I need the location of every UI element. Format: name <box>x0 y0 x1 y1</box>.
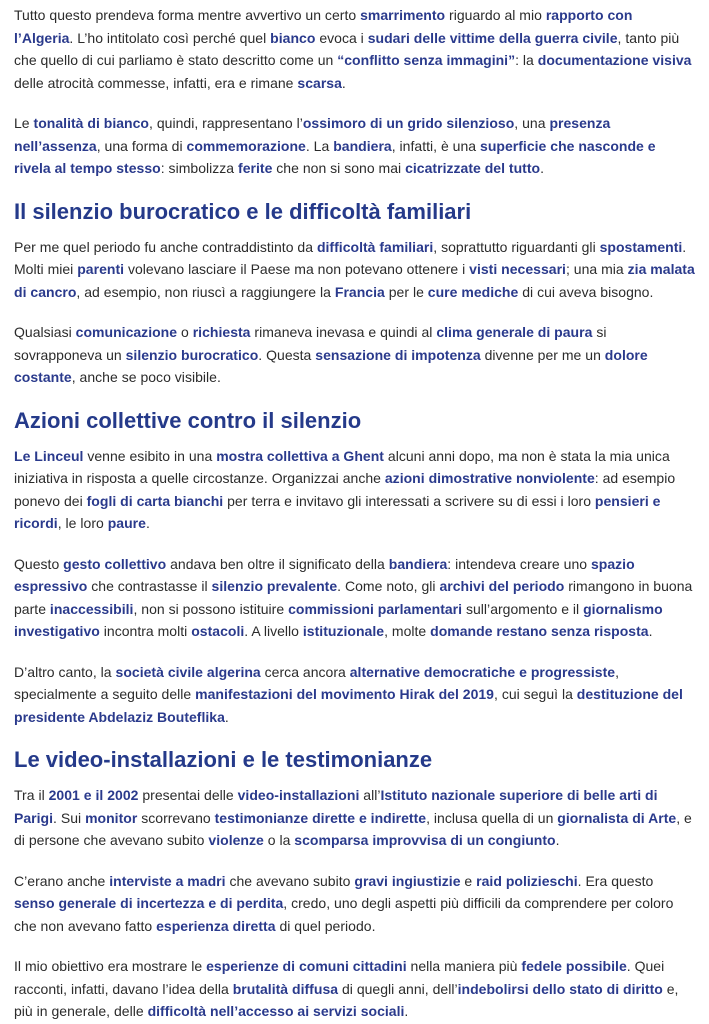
text-run: . <box>341 74 346 91</box>
text-run: di quegli anni, dell’ <box>338 980 458 997</box>
paragraph <box>14 236 695 304</box>
text-run: , specialmente a seguito delle <box>14 663 620 702</box>
text-run: C’erano anche <box>14 872 110 889</box>
highlighted-phrase: presenza nell’assenza <box>14 115 611 154</box>
text-run: Tutto questo prendeva forma mentre avvertivo un certo <box>14 7 361 23</box>
highlighted-phrase: archivi del periodo <box>439 578 565 594</box>
highlighted-phrase: istituzionale <box>302 623 385 639</box>
highlighted-phrase: tonalità di bianco <box>33 115 150 131</box>
highlighted-phrase: società civile algerina <box>115 663 261 680</box>
highlighted-phrase: “conflitto senza immagini” <box>337 52 516 68</box>
highlighted-phrase: gesto collettivo <box>63 555 167 572</box>
text-run: . <box>404 1003 409 1019</box>
highlighted-phrase: silenzio burocratico <box>125 346 259 363</box>
paragraph <box>14 445 695 535</box>
text-run: , quindi, rappresentano l’ <box>149 115 303 131</box>
text-run: che avevano subito <box>225 872 355 889</box>
highlighted-phrase: clima generale di paura <box>436 324 593 340</box>
text-run: , soprattutto riguardanti gli <box>433 238 600 255</box>
highlighted-phrase: alternative democratiche e progressiste <box>349 663 616 680</box>
text-run: . <box>224 708 229 725</box>
highlighted-phrase: monitor <box>85 809 138 826</box>
text-run: . <box>648 623 653 639</box>
text-run: si sovrapponeva un <box>14 324 607 363</box>
text-run: scorrevano <box>137 809 215 826</box>
highlighted-phrase: ferite <box>238 160 273 176</box>
text-run: , infatti, è una <box>391 137 481 154</box>
highlighted-phrase: video-installazioni <box>237 787 360 803</box>
text-run: nella maniera più <box>406 958 522 974</box>
highlighted-phrase: richiesta <box>192 324 251 340</box>
highlighted-phrase: Le Linceul <box>14 447 84 464</box>
text-run: divenne per me un <box>480 346 605 363</box>
highlighted-phrase: mostra collettiva a Ghent <box>216 447 384 464</box>
text-run: Le <box>14 115 34 131</box>
highlighted-phrase: rapporto con l’Algeria <box>14 7 633 46</box>
text-run: . La <box>305 137 334 154</box>
highlighted-phrase: silenzio prevalente <box>211 578 338 594</box>
text-run: cerca ancora <box>260 663 350 680</box>
highlighted-phrase: visti necessari <box>469 261 566 277</box>
highlighted-phrase: Francia <box>334 283 385 300</box>
text-run: . Quei racconti, infatti, davano l’idea della <box>14 958 665 997</box>
paragraph <box>14 321 695 389</box>
text-run: , credo, uno degli aspetti più difficili da comprendere per coloro che non avevano fatto <box>14 895 674 934</box>
text-run: che contrastasse il <box>87 578 212 594</box>
text-run: Tra il <box>14 787 49 803</box>
text-run: , cui seguì la <box>494 686 577 702</box>
highlighted-phrase: documentazione visiva <box>537 52 692 68</box>
paragraph <box>14 112 695 180</box>
text-run: o <box>177 324 193 340</box>
text-run: : la <box>515 52 538 68</box>
text-run: per le <box>384 283 428 300</box>
text-run: , inclusa quella di un <box>426 809 558 826</box>
text-run: , non si possono istituire <box>133 600 289 617</box>
text-run: che non si sono mai <box>272 160 406 176</box>
text-run: . Molti miei <box>14 238 687 277</box>
text-run: ; una mia <box>565 261 628 277</box>
highlighted-phrase: difficoltà nell’accesso ai servizi sociali <box>147 1003 405 1019</box>
highlighted-phrase: brutalità diffusa <box>232 980 339 997</box>
highlighted-phrase: testimonianze dirette e indirette <box>214 809 427 826</box>
text-run: . <box>145 515 150 531</box>
text-run: , tanto più che quello di cui parliamo è stato descritto come un <box>14 29 680 68</box>
highlighted-phrase: indebolirsi dello stato di diritto <box>457 980 663 997</box>
highlighted-phrase: paure <box>107 515 146 531</box>
text-run: . <box>555 832 560 848</box>
text-run: di cui aveva bisogno. <box>518 283 654 300</box>
text-run: . A livello <box>244 623 303 639</box>
highlighted-phrase: commissioni parlamentari <box>288 600 463 617</box>
highlighted-phrase: difficoltà familiari <box>316 238 434 255</box>
highlighted-phrase: giornalista di Arte <box>557 809 677 826</box>
highlighted-phrase: senso generale di incertezza e di perdita <box>14 895 284 911</box>
highlighted-phrase: comunicazione <box>75 324 178 340</box>
highlighted-phrase: sensazione di impotenza <box>315 346 481 363</box>
text-run: o la <box>263 832 295 848</box>
text-run: , una forma di <box>96 137 187 154</box>
text-run: , le loro <box>57 515 108 531</box>
text-run: . L’ho intitolato così perché quel <box>69 29 271 46</box>
highlighted-phrase: parenti <box>77 261 125 277</box>
text-run: . Questa <box>258 346 316 363</box>
highlighted-phrase: spostamenti <box>599 238 683 255</box>
text-run: riguardo al mio <box>445 7 546 23</box>
highlighted-phrase: ostacoli <box>191 623 245 639</box>
text-run: rimangono in buona parte <box>14 578 693 617</box>
paragraph <box>14 784 695 852</box>
text-run: : ad esempio ponevo dei <box>14 470 676 509</box>
text-run: venne esibito in una <box>83 447 217 464</box>
text-run: per terra e invitavo gli interessati a scrivere su di essi i loro <box>223 492 595 509</box>
text-run: evoca i <box>315 29 368 46</box>
section-heading: Azioni collettive contro il silenzio <box>14 407 362 433</box>
text-run: incontra molti <box>99 623 192 639</box>
paragraph <box>14 661 695 729</box>
text-run: Questo <box>14 555 64 572</box>
text-run: , ad esempio, non riuscì a raggiungere la <box>76 283 335 300</box>
text-run: , molte <box>384 623 431 639</box>
highlighted-phrase: commemorazione <box>186 137 306 154</box>
highlighted-phrase: cicatrizzate del tutto <box>405 160 541 176</box>
text-run: . Come noto, gli <box>337 578 440 594</box>
highlighted-phrase: esperienza diretta <box>156 917 276 934</box>
highlighted-phrase: domande restano senza risposta <box>430 623 649 639</box>
highlighted-phrase: destituzione del presidente Abdelaziz Bouteflika <box>14 686 683 725</box>
highlighted-phrase: superficie che nasconde e rivela al tempo stesso <box>14 137 656 176</box>
highlighted-phrase: pensieri e ricordi <box>14 492 661 531</box>
text-run: Qualsiasi <box>14 324 76 340</box>
highlighted-phrase: giornalismo investigativo <box>14 600 663 639</box>
highlighted-phrase: fedele possibile <box>521 958 627 974</box>
highlighted-phrase: inaccessibili <box>49 600 134 617</box>
highlighted-phrase: raid polizieschi <box>476 872 578 889</box>
paragraph <box>14 955 695 1023</box>
text-run: presentai delle <box>138 787 238 803</box>
text-run: D’altro canto, la <box>14 663 116 680</box>
paragraph <box>14 553 695 643</box>
text-run: rimaneva inevasa e quindi al <box>250 324 437 340</box>
highlighted-phrase: gravi ingiustizie <box>354 872 461 889</box>
highlighted-phrase: fogli di carta bianchi <box>86 492 224 509</box>
highlighted-phrase: sudari delle vittime della guerra civile <box>367 29 618 46</box>
paragraph <box>14 870 695 938</box>
text-run: . Sui <box>53 809 86 826</box>
highlighted-phrase: smarrimento <box>360 7 446 23</box>
text-run: Il mio obiettivo era mostrare le <box>14 958 207 974</box>
text-run: : simbolizza <box>160 160 239 176</box>
text-run: . <box>540 160 545 176</box>
text-run: e <box>460 872 477 889</box>
highlighted-phrase: dolore costante <box>14 346 648 385</box>
highlighted-phrase: bianco <box>270 29 316 46</box>
text-run: di quel periodo. <box>275 917 376 934</box>
text-run: . Era questo <box>577 872 654 889</box>
text-run: , anche se poco visibile. <box>71 369 221 385</box>
text-run: , una <box>514 115 550 131</box>
highlighted-phrase: violenze <box>208 832 264 848</box>
highlighted-phrase: zia malata di cancro <box>14 261 695 300</box>
highlighted-phrase: bandiera <box>388 555 448 572</box>
section-heading: Le video-installazioni e le testimonianze <box>14 747 433 772</box>
text-run: andava ben oltre il significato della <box>166 555 389 572</box>
highlighted-phrase: scomparsa improvvisa di un congiunto <box>294 832 556 848</box>
highlighted-phrase: bandiera <box>333 137 392 154</box>
text-run: alcuni anni dopo, ma non è stata la mia unica iniziativa in risposta a quelle circostanze. Organizzai anche <box>14 447 670 486</box>
text-run: all’ <box>359 787 381 803</box>
paragraph <box>14 4 695 94</box>
highlighted-phrase: 2001 e il 2002 <box>48 787 139 803</box>
text-run: delle atrocità commesse, infatti, era e rimane <box>14 74 298 91</box>
text-run: e, più in generale, delle <box>14 980 679 1019</box>
highlighted-phrase: azioni dimostrative nonviolente <box>384 470 595 486</box>
highlighted-phrase: esperienze di comuni cittadini <box>206 958 407 974</box>
highlighted-phrase: manifestazioni del movimento Hirak del 2019 <box>195 686 494 702</box>
highlighted-phrase: spazio espressivo <box>14 555 635 594</box>
text-run: : intendeva creare uno <box>447 555 591 572</box>
text-run: volevano lasciare il Paese ma non potevano ottenere i <box>124 261 470 277</box>
highlighted-phrase: Istituto nazionale superiore di belle arti di Parigi <box>14 787 658 826</box>
highlighted-phrase: cure mediche <box>427 283 519 300</box>
highlighted-phrase: interviste a madri <box>109 872 226 889</box>
text-run: Per me quel periodo fu anche contraddistinto da <box>14 238 317 255</box>
highlighted-phrase: scarsa <box>297 74 342 91</box>
highlighted-phrase: ossimoro di un grido silenzioso <box>302 115 515 131</box>
section-heading: Il silenzio burocratico e le difficoltà familiari <box>14 198 472 224</box>
text-run: , e di persone che avevano subito <box>14 809 692 848</box>
text-run: sull’argomento e il <box>462 600 584 617</box>
